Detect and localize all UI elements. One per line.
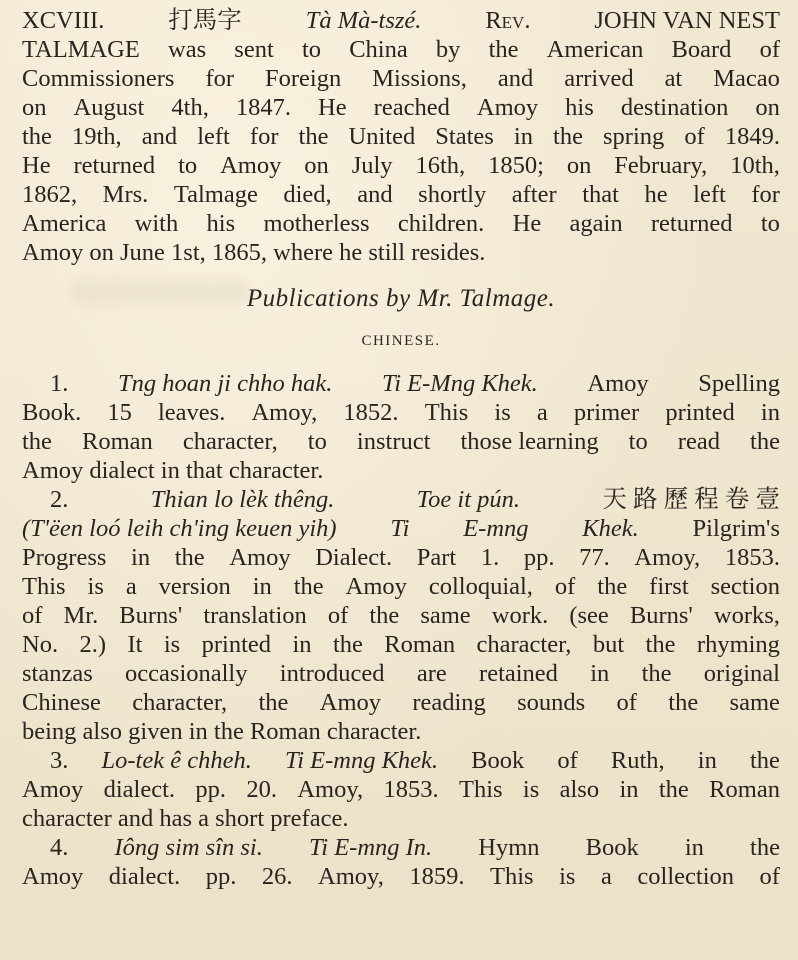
text-segment: in: [697, 747, 717, 774]
text-segment: works,: [713, 602, 780, 629]
text-segment: (see: [569, 602, 609, 629]
text-line: [22, 456, 780, 485]
text-segment: Spelling: [698, 370, 780, 397]
text-segment: at: [664, 65, 683, 92]
text-segment: printed: [201, 631, 272, 658]
text-segment: returned: [650, 210, 733, 237]
text-segment: is: [494, 399, 511, 426]
text-segment: Hymn: [478, 834, 540, 861]
text-segment: of: [616, 689, 637, 716]
text-segment: left: [197, 123, 230, 150]
text-segment: Amoy: [22, 863, 84, 890]
text-segment: Board: [671, 36, 732, 63]
text-segment: he: [644, 181, 668, 208]
text-segment: 1853.: [383, 776, 439, 803]
text-segment: in: [252, 573, 272, 600]
text-segment: 2.: [50, 486, 69, 513]
text-segment: of: [22, 602, 43, 629]
text-segment: 19th,: [72, 123, 122, 150]
publication-list: [22, 369, 780, 891]
text-segment: Rev.: [485, 7, 531, 34]
text-line: [22, 572, 780, 601]
text-segment: character,: [132, 689, 228, 716]
text-segment: the: [750, 428, 780, 455]
text-line: [22, 93, 780, 122]
text-segment: the: [369, 602, 400, 629]
text-segment: by: [435, 36, 461, 63]
text-segment: retained: [479, 660, 558, 687]
section-subheading: CHINESE.: [361, 333, 441, 349]
text-segment: Book: [471, 747, 525, 774]
text-segment: leaves.: [158, 399, 226, 426]
text-segment: Amoy,: [251, 399, 318, 426]
text-segment: those learning: [460, 428, 599, 455]
text-segment: August: [73, 94, 145, 121]
text-line: [22, 369, 780, 398]
text-line: [22, 688, 780, 717]
publication-item: [22, 485, 780, 746]
text-line: [22, 630, 780, 659]
text-segment: in: [619, 776, 639, 803]
text-segment: Amoy,: [634, 544, 701, 571]
text-segment: his: [565, 94, 594, 121]
text-line: [22, 659, 780, 688]
text-segment: Toe it pún.: [416, 486, 521, 513]
text-segment: No.: [22, 631, 59, 658]
text-segment: introduced: [279, 660, 385, 687]
text-segment: arrived: [564, 65, 634, 92]
text-line: [22, 180, 780, 209]
text-line: [22, 804, 780, 833]
text-segment: in: [760, 399, 780, 426]
text-segment: the: [597, 573, 628, 600]
text-segment: the: [258, 689, 289, 716]
text-segment: Ruth,: [610, 747, 665, 774]
text-segment: returned: [73, 152, 156, 179]
text-segment: and: [141, 123, 178, 150]
text-segment: in: [684, 834, 704, 861]
text-segment: was: [168, 36, 207, 63]
publication-item: [22, 369, 780, 485]
text-segment: shortly: [418, 181, 487, 208]
text-segment: work.: [491, 602, 549, 629]
text-segment: He: [512, 210, 542, 237]
text-segment: again: [569, 210, 623, 237]
text-segment: first: [649, 573, 689, 600]
text-segment: It: [127, 631, 143, 658]
text-segment: Commissioners: [22, 65, 175, 92]
text-segment: reading: [412, 689, 486, 716]
publication-item: [22, 833, 780, 891]
text-segment: is: [559, 863, 576, 890]
text-segment: the: [668, 689, 699, 716]
text-segment: Book.: [22, 399, 82, 426]
text-segment: This: [424, 399, 469, 426]
text-segment: sent: [234, 36, 274, 63]
text-segment: Burns': [119, 602, 183, 629]
text-segment: is: [87, 573, 104, 600]
text-line: [22, 514, 780, 543]
text-segment: dialect.: [108, 863, 181, 890]
text-segment: character,: [476, 631, 572, 658]
text-segment: to: [301, 36, 322, 63]
text-segment: translation: [203, 602, 307, 629]
text-segment: on: [304, 152, 329, 179]
text-segment: Ti: [390, 515, 410, 542]
text-line: [22, 833, 780, 862]
text-segment: July: [351, 152, 393, 179]
text-segment: States: [435, 123, 494, 150]
text-segment: rhyming: [696, 631, 780, 658]
text-segment: pp.: [195, 776, 227, 803]
text-segment: the: [749, 747, 780, 774]
text-segment: XCVIII.: [22, 7, 105, 34]
text-segment: pp.: [523, 544, 555, 571]
text-segment: Khek.: [582, 515, 639, 542]
text-segment: reached: [373, 94, 450, 121]
text-segment: 3.: [50, 747, 69, 774]
text-segment: instruct: [356, 428, 431, 455]
text-segment: China: [349, 36, 408, 63]
text-segment: Ti E-Mng Khek.: [381, 370, 538, 397]
text-segment: a: [536, 399, 548, 426]
text-segment: of: [759, 36, 780, 63]
text-segment: dialect.: [103, 776, 176, 803]
text-segment: left: [693, 181, 726, 208]
text-segment: Amoy: [319, 689, 381, 716]
text-segment: Progress: [22, 544, 107, 571]
text-line: [22, 398, 780, 427]
text-segment: after: [511, 181, 557, 208]
text-segment: occasionally: [125, 660, 248, 687]
text-segment: the: [645, 631, 676, 658]
text-segment: Amoy: [220, 152, 282, 179]
text-segment: Dialect.: [315, 544, 393, 571]
text-segment: He: [318, 94, 347, 121]
text-segment: Chinese: [22, 689, 101, 716]
text-segment: motherless: [263, 210, 370, 237]
text-segment: stanzas: [22, 660, 93, 687]
text-segment: Missions,: [372, 65, 467, 92]
text-segment: Ti E-mng Khek.: [284, 747, 439, 774]
text-segment: TALMAGE: [22, 36, 140, 63]
text-segment: Burns': [629, 602, 693, 629]
text-segment: of: [759, 863, 780, 890]
text-segment: Roman: [384, 631, 456, 658]
text-line: [22, 209, 780, 238]
text-segment: the: [553, 123, 583, 150]
text-segment: This: [459, 776, 503, 803]
text-segment: of: [684, 123, 705, 150]
text-segment: Talmage: [173, 181, 258, 208]
text-segment: Roman: [709, 776, 780, 803]
text-segment: America: [22, 210, 107, 237]
text-line: [22, 151, 780, 180]
text-segment: Roman: [82, 428, 153, 455]
text-segment: 16th,: [415, 152, 466, 179]
text-line: [22, 122, 780, 151]
text-segment: Amoy,: [318, 863, 384, 890]
text-segment: on: [755, 94, 780, 121]
text-segment: He: [22, 152, 51, 179]
text-segment: 10th,: [730, 152, 780, 179]
text-segment: Part: [416, 544, 457, 571]
text-segment: (T'ëen loó leih ch'ing keuen yih): [22, 515, 337, 542]
text-segment: of: [554, 573, 576, 600]
text-segment: to: [307, 428, 327, 455]
text-segment: 1.: [480, 544, 500, 571]
text-segment: a: [125, 573, 137, 600]
text-segment: the: [174, 544, 205, 571]
text-segment: Amoy dialect in that character.: [22, 457, 324, 484]
text-segment: the: [658, 776, 689, 803]
text-segment: died,: [283, 181, 332, 208]
text-segment: in: [292, 631, 312, 658]
text-segment: 77.: [579, 544, 610, 571]
text-segment: Book: [585, 834, 639, 861]
text-segment: primer: [573, 399, 640, 426]
text-segment: Pilgrim's: [692, 515, 780, 542]
text-segment: in: [590, 660, 610, 687]
text-segment: are: [416, 660, 447, 687]
text-segment: Amoy: [229, 544, 291, 571]
text-line: [22, 427, 780, 456]
text-segment: Amoy: [345, 573, 407, 600]
text-line: [22, 717, 780, 746]
text-segment: section: [710, 573, 780, 600]
text-segment: Foreign: [265, 65, 342, 92]
text-segment: Mr.: [63, 602, 99, 629]
text-segment: to: [178, 152, 198, 179]
text-segment: on: [566, 152, 592, 179]
text-segment: the: [293, 573, 324, 600]
text-segment: Macao: [713, 65, 780, 92]
text-segment: the: [22, 428, 52, 455]
text-segment: is: [522, 776, 540, 803]
text-segment: that: [582, 181, 619, 208]
text-line: [22, 35, 780, 64]
text-segment: Iông sim sîn si.: [114, 834, 263, 861]
text-segment: of: [557, 747, 578, 774]
text-segment: Tng hoan ji chho hak.: [117, 370, 333, 397]
text-line: [22, 238, 780, 267]
text-segment: 1859.: [409, 863, 465, 890]
text-segment: 1862,: [22, 181, 78, 208]
text-segment: Thian lo lèk thêng.: [150, 486, 335, 513]
text-segment: printed: [665, 399, 735, 426]
text-segment: in: [513, 123, 533, 150]
text-segment: 打馬字: [168, 7, 242, 34]
text-line: [22, 862, 780, 891]
text-segment: 15: [107, 399, 132, 426]
text-segment: children.: [397, 210, 485, 237]
text-line: [22, 601, 780, 630]
text-segment: February,: [614, 152, 708, 179]
text-segment: 4th,: [171, 94, 209, 121]
text-segment: JOHN VAN NEST: [594, 7, 780, 34]
text-segment: in: [131, 544, 151, 571]
text-segment: 26.: [261, 863, 293, 890]
entry-paragraph: [22, 6, 780, 267]
text-segment: Amoy: [22, 776, 84, 803]
text-segment: for: [249, 123, 279, 150]
text-line: [22, 775, 780, 804]
text-segment: of: [327, 602, 349, 629]
text-segment: 1847.: [235, 94, 291, 121]
text-segment: pp.: [205, 863, 237, 890]
text-segment: Amoy: [476, 94, 539, 121]
paper-stain: [70, 280, 250, 304]
text-segment: 1.: [50, 370, 69, 397]
text-segment: version: [158, 573, 231, 600]
text-segment: the: [641, 660, 672, 687]
text-segment: This: [490, 863, 534, 890]
text-segment: a: [601, 863, 612, 890]
text-segment: 1853.: [724, 544, 780, 571]
text-segment: with: [134, 210, 179, 237]
text-segment: 2.): [79, 631, 107, 658]
text-segment: the: [488, 36, 519, 63]
text-segment: This: [22, 573, 66, 600]
text-segment: the: [22, 123, 52, 150]
text-segment: also: [559, 776, 600, 803]
text-segment: and: [497, 65, 534, 92]
text-segment: 20.: [246, 776, 277, 803]
text-segment: American: [546, 36, 644, 63]
text-segment: Amoy on June 1st, 1865, where he still resides.: [22, 239, 486, 266]
text-segment: original: [703, 660, 780, 687]
text-line: [22, 6, 780, 35]
text-segment: the: [332, 631, 363, 658]
text-segment: collection: [637, 863, 735, 890]
text-segment: for: [751, 181, 780, 208]
text-segment: his: [206, 210, 236, 237]
text-segment: on: [22, 94, 47, 121]
text-line: [22, 746, 780, 775]
text-segment: United: [348, 123, 416, 150]
text-segment: spring: [603, 123, 665, 150]
text-segment: but: [592, 631, 625, 658]
text-line: [22, 485, 780, 514]
text-segment: sounds: [517, 689, 586, 716]
text-segment: same: [729, 689, 780, 716]
text-segment: Tà Mà-tszé.: [305, 7, 422, 34]
text-line: [22, 543, 780, 572]
text-segment: character and has a short preface.: [22, 805, 349, 832]
text-line: [22, 64, 780, 93]
text-segment: being also given in the Roman character.: [22, 718, 422, 745]
text-segment: Ti E-mng In.: [308, 834, 433, 861]
text-segment: 4.: [50, 834, 69, 861]
text-segment: character,: [182, 428, 278, 455]
publication-item: [22, 746, 780, 833]
text-segment: Amoy: [587, 370, 649, 397]
text-segment: and: [357, 181, 393, 208]
text-segment: destination: [620, 94, 729, 121]
text-segment: 天 路 歷 程 卷 壹: [602, 486, 780, 513]
text-segment: for: [205, 65, 235, 92]
text-segment: is: [163, 631, 181, 658]
section-heading: Publications by Mr. Talmage.: [246, 285, 556, 312]
text-segment: Amoy,: [297, 776, 364, 803]
text-segment: the: [298, 123, 329, 150]
text-segment: Lo-tek ê chheh.: [101, 747, 252, 774]
text-segment: the: [750, 834, 780, 861]
text-segment: 1852.: [343, 399, 399, 426]
text-segment: E-mng: [463, 515, 529, 542]
text-segment: 1850;: [488, 152, 544, 179]
text-segment: to: [760, 210, 780, 237]
text-segment: 1849.: [724, 123, 780, 150]
text-segment: to: [628, 428, 648, 455]
text-segment: read: [677, 428, 720, 455]
text-segment: Mrs.: [102, 181, 149, 208]
text-segment: same: [420, 602, 471, 629]
text-segment: colloquial,: [428, 573, 533, 600]
